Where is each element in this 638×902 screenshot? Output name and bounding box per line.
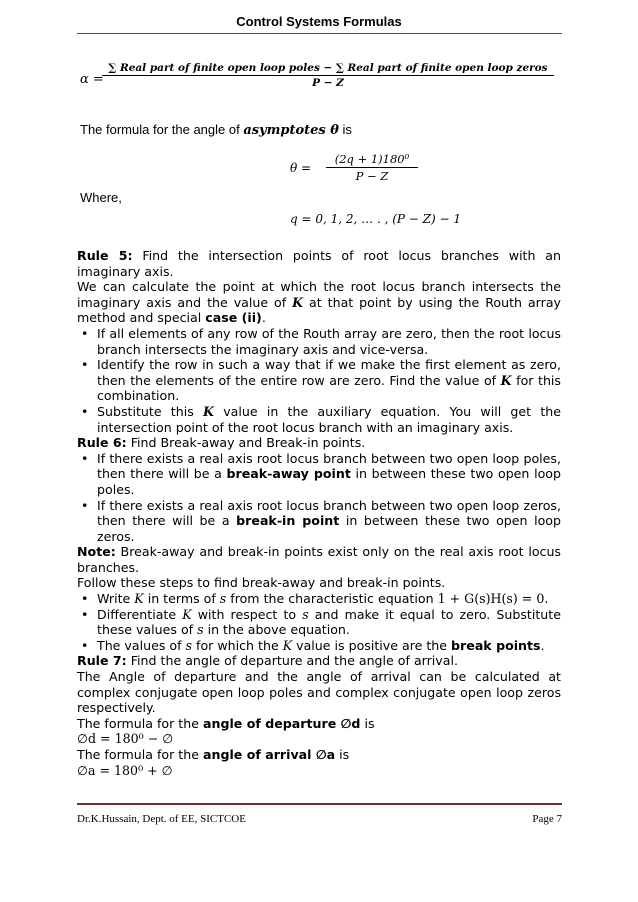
rule6-b2-a: If there exists a real axis root locus branch between two open loop zeros, then there will be a bbox=[97, 497, 561, 529]
step1-b: in terms of bbox=[143, 591, 220, 607]
step3-b: for which the bbox=[192, 637, 283, 653]
rule7-text: Find the angle of departure and the angle of arrival. bbox=[126, 653, 458, 669]
step1-eq: 1 + G(s)H(s) = 0. bbox=[437, 591, 549, 607]
step2-c: and make it equal to zero. Substitute these values of bbox=[97, 606, 561, 638]
rule5-para-a: We can calculate the point at which the root locus branch intersects the imaginary axis and the value of bbox=[77, 279, 561, 310]
step2-d: in the above equation. bbox=[203, 622, 350, 638]
rule5-bullet-3 bbox=[77, 404, 561, 435]
header-rule bbox=[77, 33, 562, 34]
where-label: Where, bbox=[80, 190, 122, 205]
rule6-b1-bold: break-away point bbox=[226, 466, 351, 482]
note-label: Note: bbox=[77, 544, 116, 560]
rule5-list bbox=[77, 326, 561, 435]
theta-lhs: θ = bbox=[290, 161, 312, 175]
rule5-b2-k: K bbox=[500, 372, 512, 388]
step1-k: K bbox=[134, 591, 144, 607]
footer-page-number: Page 7 bbox=[532, 813, 562, 825]
step2-k: K bbox=[182, 606, 192, 622]
steps-list bbox=[77, 591, 561, 653]
rule6-b2-bold: break-in point bbox=[236, 513, 340, 529]
step3-s: s bbox=[185, 637, 193, 653]
asymptote-intro bbox=[80, 122, 352, 138]
dep-a: The formula for the bbox=[77, 715, 203, 731]
alpha-denominator: P − Z bbox=[312, 77, 344, 89]
rule5-b2-b: for this combination. bbox=[97, 372, 561, 404]
step-3 bbox=[77, 638, 561, 654]
departure-intro bbox=[77, 716, 561, 732]
footer-rule bbox=[77, 803, 562, 805]
rule5-heading bbox=[77, 248, 561, 279]
q-definition: q = 0, 1, 2, … . , (P − Z) − 1 bbox=[290, 212, 462, 226]
alpha-numerator: ∑ Real part of finite open loop poles − ∑ Real part of finite open loop zeros bbox=[102, 62, 554, 76]
step2-b: with respect to bbox=[191, 606, 303, 622]
asymptote-intro-bold: asymptotes θ bbox=[243, 123, 339, 138]
rule5-b3-k: K bbox=[203, 403, 214, 419]
rule7-heading bbox=[77, 653, 561, 669]
rule5-text: Find the intersection points of root locus branches with an imaginary axis. bbox=[77, 248, 561, 279]
step3-d: . bbox=[540, 637, 545, 653]
alpha-fraction bbox=[102, 62, 554, 89]
step1-a: Write bbox=[97, 591, 135, 607]
alpha-lhs: α = bbox=[80, 72, 104, 87]
rule6-b1-b: in between these two open loop poles. bbox=[97, 466, 561, 497]
arrival-intro bbox=[77, 747, 561, 763]
arrival-equation: ∅a = 180⁰ + ∅ bbox=[77, 762, 173, 778]
arr-a: The formula for the bbox=[77, 747, 203, 762]
rule6-bullet-1 bbox=[77, 451, 561, 498]
asymptote-intro-prefix: The formula for the angle of bbox=[80, 122, 244, 137]
step2-s2: s bbox=[197, 622, 204, 638]
arr-b: is bbox=[335, 747, 350, 762]
theta-denominator: P − Z bbox=[355, 169, 389, 183]
rule6-b1-a: If there exists a real axis root locus branch between two open loop poles, then there will be a bbox=[97, 450, 561, 482]
rule5-b2-a: Identify the row in such a way that if we make the first element as zero, then the elements of the entire row are zero. Find the value of bbox=[97, 357, 561, 388]
step2-s: s bbox=[302, 606, 309, 622]
rule5-label: Rule 5: bbox=[77, 248, 133, 263]
rule5-bullet-2 bbox=[77, 357, 561, 404]
rule5-bullet-1: • If all elements of any row of the Routh array are zero, then the root locus branch intersects the imaginary axis and vice-versa. bbox=[77, 326, 561, 357]
step2-a: Differentiate bbox=[97, 606, 183, 622]
rule5-para-bold: case (ii) bbox=[205, 310, 262, 326]
page-header-title: Control Systems Formulas bbox=[236, 14, 402, 29]
asymptote-intro-suffix: is bbox=[338, 122, 352, 137]
step1-s: s bbox=[219, 591, 227, 607]
rule5-para-end: . bbox=[261, 310, 266, 326]
theta-numerator: (2q + 1)180⁰ bbox=[326, 152, 418, 168]
step3-bold: break points bbox=[451, 637, 541, 653]
rule5-paragraph bbox=[77, 279, 561, 326]
rule5-b3-a: Substitute this bbox=[97, 403, 204, 419]
rule7-label: Rule 7: bbox=[77, 653, 127, 669]
rule5-para-k: K bbox=[292, 294, 304, 310]
rule6-heading bbox=[77, 435, 561, 451]
rule5-para-b: at that point by using the Routh array method and special bbox=[77, 294, 561, 326]
rule7-paragraph: The Angle of departure and the angle of arrival can be calculated at complex conjugate open loop poles and complex conjugate open loop zeros respectively. bbox=[77, 669, 561, 716]
page-footer bbox=[77, 813, 562, 825]
rule5-b3-b: value in the auxiliary equation. You will get the intersection point of the root locus branch with an imaginary axis. bbox=[97, 403, 561, 435]
rule6-list bbox=[77, 451, 561, 545]
step3-a: The values of bbox=[97, 637, 186, 653]
dep-bold: angle of departure ∅d bbox=[202, 715, 361, 731]
rule6-text: Find Break-away and Break-in points. bbox=[126, 435, 366, 451]
step-2 bbox=[77, 607, 561, 638]
step3-k: K bbox=[282, 637, 293, 653]
note-paragraph bbox=[77, 544, 561, 575]
main-body bbox=[77, 248, 561, 778]
step3-c: value is positive are the bbox=[292, 637, 452, 653]
footer-author: Dr.K.Hussain, Dept. of EE, SICTCOE bbox=[77, 813, 246, 825]
steps-intro: Follow these steps to find break-away and break-in points. bbox=[77, 575, 446, 591]
dep-b: is bbox=[360, 715, 375, 731]
rule6-b2-b: in between these two open loop zeros. bbox=[97, 513, 561, 544]
step-1 bbox=[77, 591, 561, 607]
departure-equation: ∅d = 180⁰ − ∅ bbox=[77, 731, 174, 747]
rule6-label: Rule 6: bbox=[77, 435, 127, 451]
rule6-bullet-2 bbox=[77, 498, 561, 545]
arr-bold: angle of arrival ∅a bbox=[202, 747, 336, 762]
theta-fraction bbox=[326, 152, 418, 183]
note-text: Break-away and break-in points exist only on the real axis root locus branches. bbox=[77, 544, 561, 575]
step1-c: from the characteristic equation bbox=[226, 591, 438, 607]
